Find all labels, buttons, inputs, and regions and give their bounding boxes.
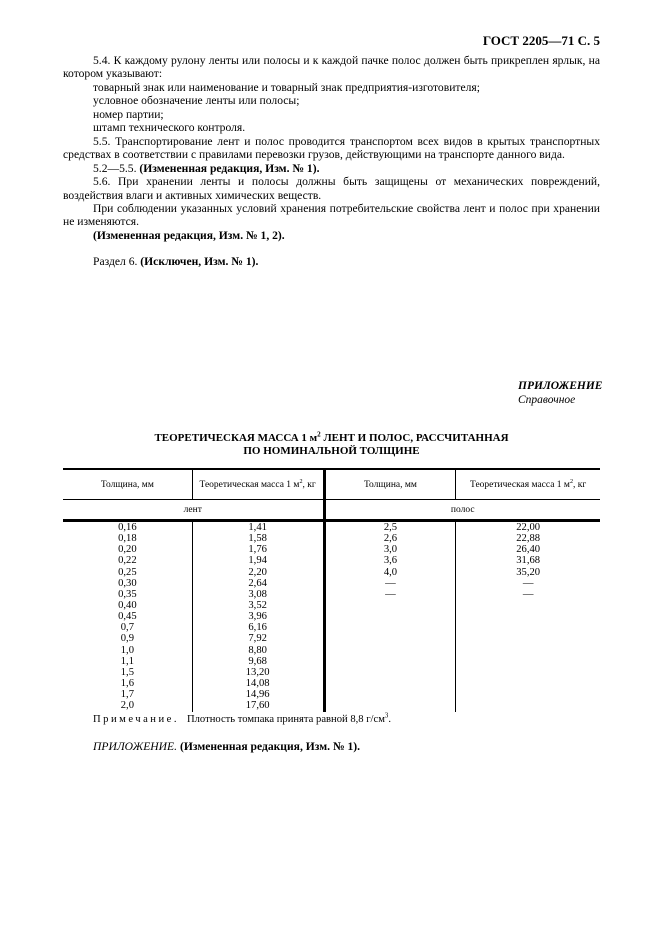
clause-range: 5.2—5.5. (93, 161, 137, 175)
table-cell: 1,6 (120, 677, 134, 689)
table-cell (326, 689, 456, 700)
table-cell: 14,08 (245, 677, 270, 689)
table-cell: 0,40 (118, 599, 137, 611)
table-cell: 1,94 (248, 555, 267, 567)
doc-reference: ГОСТ 2205—71 С. 5 (482, 33, 600, 48)
table-cell: 0,45 (118, 611, 137, 623)
table-title (63, 432, 600, 458)
data-col-thickness-right (323, 522, 456, 712)
superscript: 2 (569, 478, 574, 485)
table-cell: 3,0 (383, 544, 398, 556)
table-header-row (63, 468, 600, 500)
amendment-note-2 (63, 229, 600, 242)
table-cell: — (522, 588, 534, 600)
list-item-text: условное обозначение ленты или полосы; (93, 94, 300, 108)
header-text: Теоретическая масса 1 м (470, 479, 570, 490)
amendment-text: (Измененная редакция, Изм. № 1, 2). (93, 228, 285, 242)
table-cell: 2,6 (383, 533, 398, 545)
list-item-text: штамп технического контроля. (93, 121, 246, 135)
table-cell (456, 689, 600, 700)
section-status: (Исключен, Изм. № 1). (140, 255, 259, 269)
header-text: , кг (302, 479, 316, 490)
list-item (63, 81, 600, 94)
note-text: Плотность томпака принята равной 8,8 г/см (186, 714, 385, 725)
table-cell (326, 622, 456, 633)
table-cell: 0,22 (118, 555, 137, 567)
list-item (63, 94, 600, 107)
main-text-block (63, 54, 600, 269)
clause-text: К каждому рулону ленты или полосы и к каждой пачке полос должен быть прикреплен ярлык, на котором указывают: (63, 54, 600, 81)
table-cell: 13,20 (245, 666, 270, 678)
clause-number: 5.6. (93, 175, 111, 189)
note-label: Примечание. (93, 714, 179, 725)
table-cell: 0,25 (118, 566, 137, 578)
table-cell: — (385, 588, 396, 600)
table-cell: 1,58 (248, 533, 267, 545)
amendment-text: (Измененная редакция, Изм. № 1). (179, 740, 361, 753)
table-cell: 35,20 (516, 566, 541, 578)
table-cell: 0,9 (120, 633, 134, 645)
appendix-word: ПРИЛОЖЕНИЕ (518, 380, 603, 392)
superscript: 3 (384, 712, 389, 720)
clause-text: При соблюдении указанных условий хранения потребительские свойства лент и полос при хранении не изменяются. (63, 201, 600, 229)
note-tail: . (388, 714, 391, 725)
table-cell: 3,08 (248, 588, 267, 600)
table-cell: 0,20 (118, 544, 137, 556)
table-data-grid (63, 522, 600, 712)
table-cell (326, 678, 456, 689)
table-cell: 1,1 (120, 655, 134, 667)
table-cell: 0,7 (120, 622, 134, 634)
table-cell: 26,40 (516, 544, 541, 556)
table-cell: 3,6 (383, 555, 398, 567)
appendix-subtitle: Справочное (518, 394, 576, 406)
table-cell (456, 622, 600, 633)
table-cell (456, 645, 600, 656)
table-cell (326, 633, 456, 644)
table-cell: 1,41 (248, 522, 267, 533)
paragraph-5-4 (63, 54, 600, 81)
table-cell: 2,0 (120, 700, 134, 712)
list-item-text: номер партии; (93, 107, 164, 121)
table-cell (456, 667, 600, 678)
table-cell: 3,96 (248, 611, 267, 623)
table-cell: 0,30 (118, 577, 137, 589)
table-cell: 2,5 (383, 522, 398, 533)
table-cell: 6,16 (248, 622, 267, 634)
mass-table (63, 468, 600, 712)
table-cell: 7,92 (248, 633, 267, 645)
group-label-lent: лент (183, 504, 202, 515)
table-cell: 4,0 (383, 566, 398, 578)
group-label-polos: полос (323, 500, 600, 519)
appendix-heading (518, 379, 602, 407)
section-label: Раздел 6. (93, 255, 138, 269)
table-cell (456, 656, 600, 667)
data-col-mass-left (192, 522, 323, 712)
table-cell (326, 667, 456, 678)
header-text: Теоретическая масса 1 м (199, 479, 300, 490)
paragraph-5-6 (63, 175, 600, 202)
table-cell: 1,0 (120, 644, 134, 656)
header-text: , кг (573, 479, 587, 490)
table-cell: 1,5 (120, 666, 134, 678)
table-cell (326, 600, 456, 611)
amendment-note-1 (63, 162, 600, 175)
clause-text: При хранении ленты и полосы должны быть защищены от механических повреждений, воздействия влаги и активных химических веществ. (63, 175, 601, 202)
col-header-thickness-right: Толщина, мм (323, 470, 456, 499)
table-cell: 17,60 (245, 700, 270, 712)
paragraph-storage (63, 202, 600, 229)
col-header-mass-left (192, 470, 323, 499)
paragraph-5-5 (63, 135, 600, 162)
clause-text: Транспортирование лент и полос проводится транспортом всех видов в крытых транспортных средствах в соответствии с правилами перевозки грузов, действующими на транспорте данного вида. (63, 134, 601, 162)
table-title-line1 (63, 432, 600, 445)
table-title-line2: ПО НОМИНАЛЬНОЙ ТОЛЩИНЕ (243, 445, 420, 457)
table-cell: — (522, 577, 534, 589)
table-cell: 31,68 (516, 555, 541, 567)
table-cell: 0,18 (118, 533, 137, 545)
table-cell: 2,64 (248, 577, 267, 589)
table-cell (456, 678, 600, 689)
table-cell: 22,88 (516, 533, 541, 545)
table-cell (326, 645, 456, 656)
table-cell: 1,76 (248, 544, 267, 556)
list-item (63, 108, 600, 121)
section-6-line (63, 255, 600, 268)
table-cell (456, 633, 600, 644)
running-head (63, 33, 600, 49)
title-text: ЛЕНТ И ПОЛОС, РАССЧИТАННАЯ (320, 432, 509, 444)
table-cell: 1,7 (120, 689, 134, 701)
table-cell (326, 611, 456, 622)
table-cell (326, 700, 456, 711)
clause-number: 5.5. (93, 134, 111, 148)
list-item-text: товарный знак или наименование и товарный знак предприятия-изготовителя; (93, 80, 480, 94)
table-note (63, 714, 600, 725)
col-header-mass-right (455, 470, 600, 499)
superscript: 2 (299, 478, 303, 485)
table-group-row (63, 500, 600, 522)
table-cell: 2,20 (248, 566, 267, 578)
table-cell (456, 700, 600, 711)
table-cell: 9,68 (248, 655, 267, 667)
table-cell: 0,35 (118, 588, 137, 600)
appendix-amendment-line (63, 740, 600, 753)
table-cell (456, 600, 600, 611)
amendment-text: (Измененная редакция, Изм. № 1). (139, 161, 320, 175)
table-cell (456, 611, 600, 622)
list-item (63, 121, 600, 134)
table-cell (326, 656, 456, 667)
table-cell: — (385, 577, 396, 589)
data-col-thickness-left (63, 522, 192, 712)
table-cell: 14,96 (245, 689, 270, 701)
clause-number: 5.4. (93, 54, 111, 67)
appendix-ref: ПРИЛОЖЕНИЕ. (93, 740, 178, 753)
table-cell: 0,16 (118, 522, 137, 533)
table-cell: 22,00 (516, 522, 541, 533)
table-cell: 3,52 (248, 599, 267, 611)
superscript: 2 (317, 430, 321, 439)
data-col-mass-right (455, 522, 600, 712)
title-text: ТЕОРЕТИЧЕСКАЯ МАССА 1 м (154, 432, 318, 444)
table-cell: 8,80 (248, 644, 267, 656)
col-header-thickness-left: Толщина, мм (100, 479, 154, 490)
